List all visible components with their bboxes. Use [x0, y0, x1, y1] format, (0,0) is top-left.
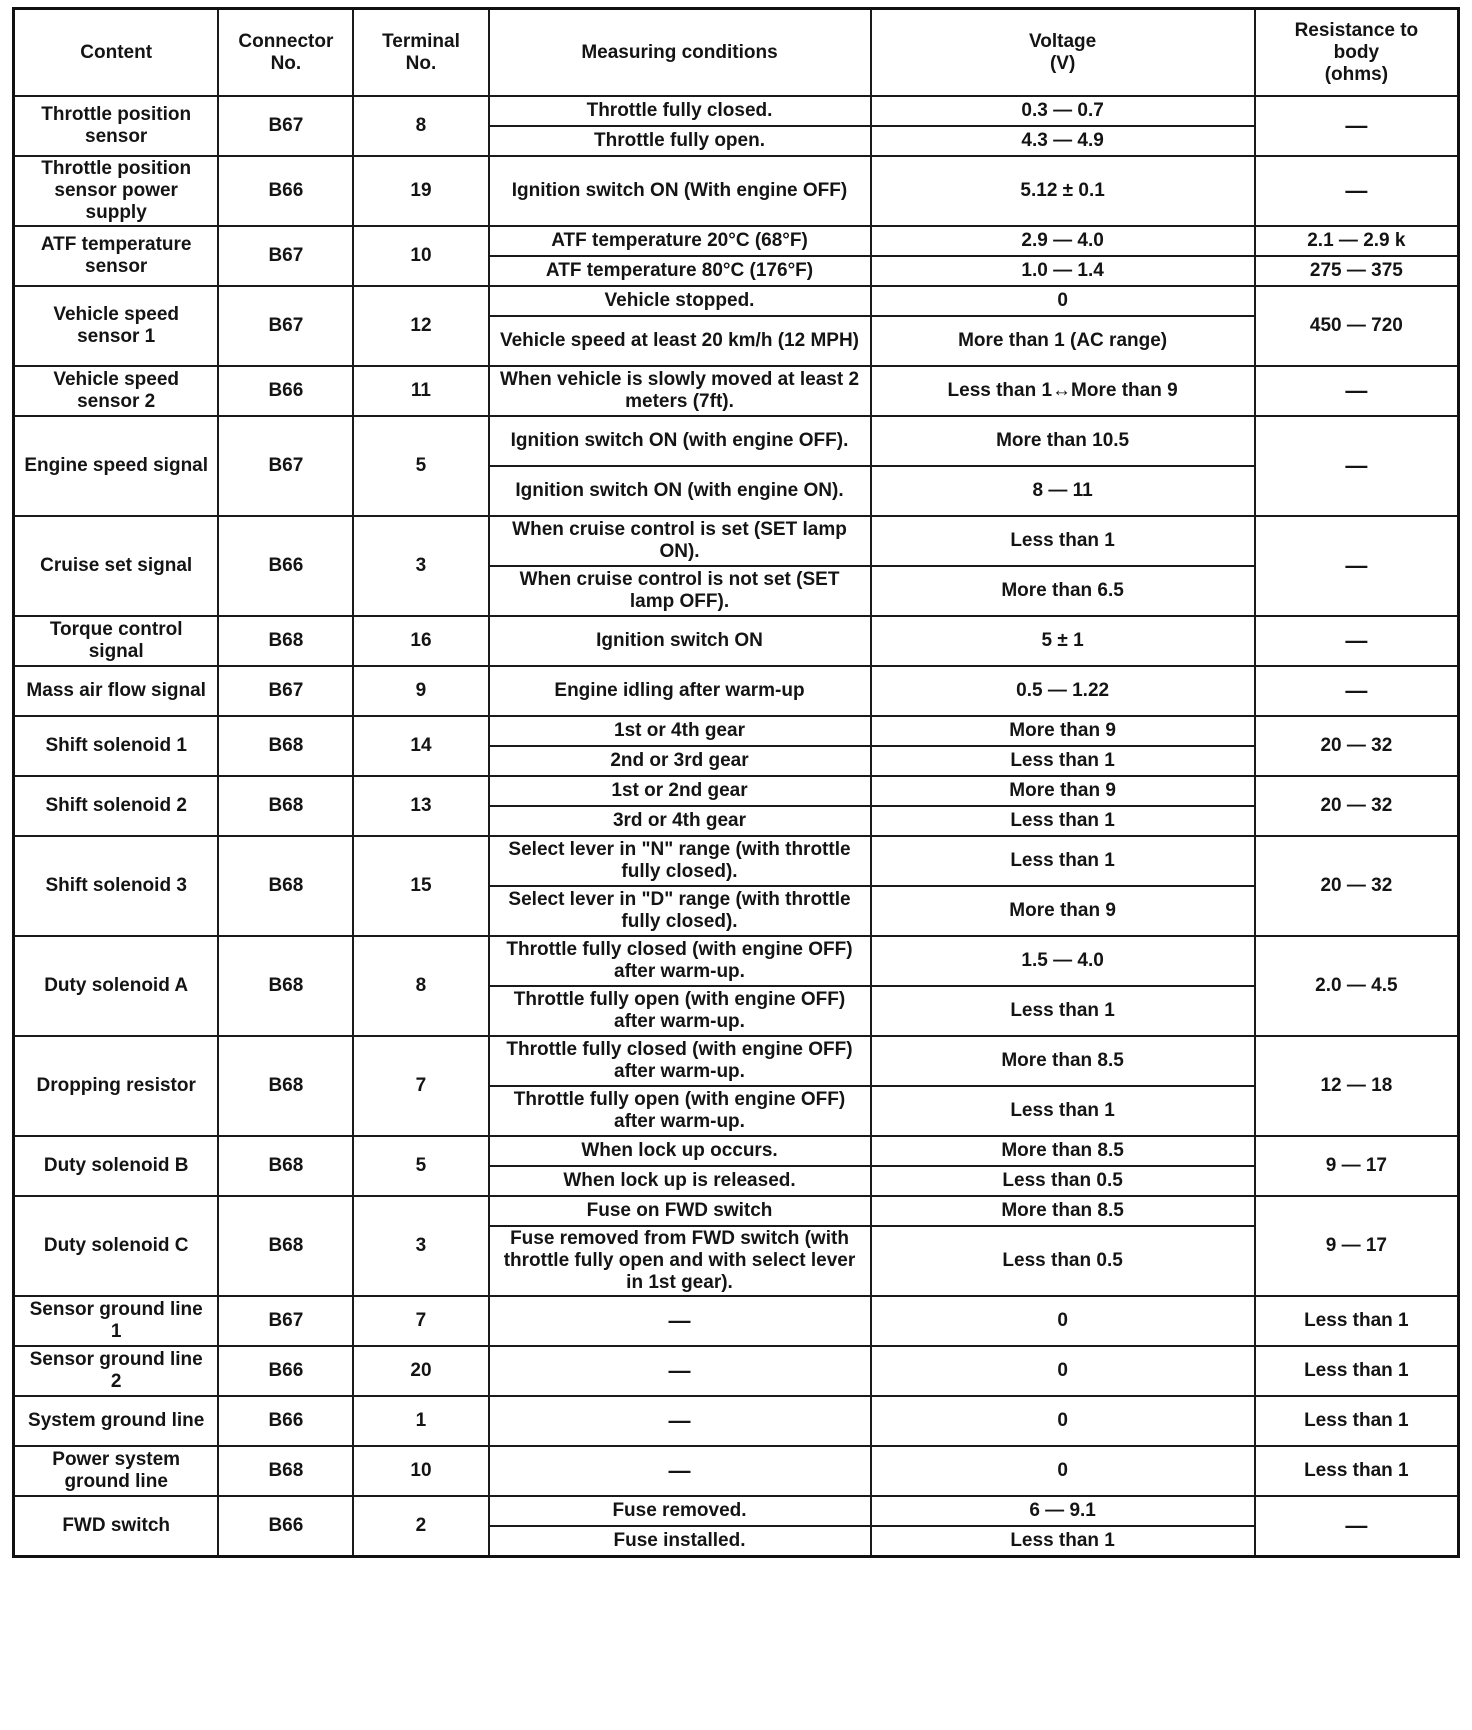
voltage-value: Less than 0.5 [871, 1166, 1255, 1196]
terminal-no: 20 [353, 1346, 488, 1396]
resistance-value: Less than 1 [1255, 1346, 1459, 1396]
resistance-value: 20 — 32 [1255, 716, 1459, 776]
connector-no: B68 [218, 1136, 353, 1196]
voltage-value: More than 6.5 [871, 566, 1255, 616]
header-conditions: Measuring conditions [489, 9, 871, 97]
terminal-no: 8 [353, 936, 488, 1036]
measuring-condition: 1st or 4th gear [489, 716, 871, 746]
voltage-value: More than 8.5 [871, 1036, 1255, 1086]
connector-no: B66 [218, 366, 353, 416]
measuring-condition: When vehicle is slowly moved at least 2 meters (7ft). [489, 366, 871, 416]
component-name: Sensor ground line 2 [14, 1346, 219, 1396]
resistance-value: 12 — 18 [1255, 1036, 1459, 1136]
table-row [14, 1196, 1459, 1226]
terminal-spec-table [12, 7, 1460, 1558]
table-row [14, 96, 1459, 126]
resistance-value: 20 — 32 [1255, 836, 1459, 936]
measuring-condition: 2nd or 3rd gear [489, 746, 871, 776]
measuring-condition: Ignition switch ON [489, 616, 871, 666]
header-resistance: Resistance to body (ohms) [1255, 9, 1459, 97]
voltage-value: Less than 0.5 [871, 1226, 1255, 1296]
table-row [14, 1036, 1459, 1086]
resistance-value: — [1255, 416, 1459, 516]
measuring-condition: ATF temperature 20°C (68°F) [489, 226, 871, 256]
voltage-value: Less than 1 [871, 1086, 1255, 1136]
table-body [14, 96, 1459, 1556]
measuring-condition: When lock up is released. [489, 1166, 871, 1196]
resistance-value: — [1255, 516, 1459, 616]
measuring-condition: Throttle fully open. [489, 126, 871, 156]
header-content: Content [14, 9, 219, 97]
connector-no: B66 [218, 1396, 353, 1446]
measuring-condition: Vehicle stopped. [489, 286, 871, 316]
measuring-condition: When lock up occurs. [489, 1136, 871, 1166]
measuring-condition: 3rd or 4th gear [489, 806, 871, 836]
table-row [14, 286, 1459, 316]
resistance-value: 2.0 — 4.5 [1255, 936, 1459, 1036]
table-row [14, 1496, 1459, 1526]
terminal-spec-table-container [12, 7, 1460, 1558]
voltage-value: More than 9 [871, 716, 1255, 746]
table-row [14, 156, 1459, 226]
terminal-no: 15 [353, 836, 488, 936]
measuring-condition: Select lever in "N" range (with throttle fully closed). [489, 836, 871, 886]
table-row [14, 936, 1459, 986]
terminal-no: 16 [353, 616, 488, 666]
resistance-value: 275 — 375 [1255, 256, 1459, 286]
voltage-value: 0 [871, 1446, 1255, 1496]
voltage-value: Less than 1 [871, 806, 1255, 836]
measuring-condition: Ignition switch ON (with engine ON). [489, 466, 871, 516]
voltage-value: 1.0 — 1.4 [871, 256, 1255, 286]
measuring-condition: Engine idling after warm-up [489, 666, 871, 716]
component-name: FWD switch [14, 1496, 219, 1556]
connector-no: B66 [218, 1346, 353, 1396]
component-name: Torque control signal [14, 616, 219, 666]
table-row [14, 616, 1459, 666]
measuring-condition: 1st or 2nd gear [489, 776, 871, 806]
component-name: System ground line [14, 1396, 219, 1446]
component-name: Mass air flow signal [14, 666, 219, 716]
table-row [14, 416, 1459, 466]
resistance-value: 20 — 32 [1255, 776, 1459, 836]
connector-no: B67 [218, 1296, 353, 1346]
voltage-value: More than 9 [871, 776, 1255, 806]
measuring-condition: Fuse on FWD switch [489, 1196, 871, 1226]
table-row [14, 1136, 1459, 1166]
connector-no: B68 [218, 936, 353, 1036]
connector-no: B67 [218, 666, 353, 716]
component-name: Power system ground line [14, 1446, 219, 1496]
voltage-value: 5 ± 1 [871, 616, 1255, 666]
measuring-condition: Throttle fully closed (with engine OFF) after warm-up. [489, 936, 871, 986]
measuring-condition: Ignition switch ON (with engine OFF). [489, 416, 871, 466]
component-name: Cruise set signal [14, 516, 219, 616]
header-voltage: Voltage (V) [871, 9, 1255, 97]
voltage-value: 0 [871, 286, 1255, 316]
terminal-no: 10 [353, 1446, 488, 1496]
voltage-value: More than 1 (AC range) [871, 316, 1255, 366]
measuring-condition: ATF temperature 80°C (176°F) [489, 256, 871, 286]
table-row [14, 366, 1459, 416]
table-row [14, 666, 1459, 716]
component-name: Dropping resistor [14, 1036, 219, 1136]
component-name: Engine speed signal [14, 416, 219, 516]
connector-no: B67 [218, 226, 353, 286]
terminal-no: 5 [353, 1136, 488, 1196]
component-name: Shift solenoid 2 [14, 776, 219, 836]
measuring-condition: Throttle fully open (with engine OFF) after warm-up. [489, 986, 871, 1036]
measuring-condition: — [489, 1396, 871, 1446]
connector-no: B68 [218, 716, 353, 776]
component-name: Shift solenoid 1 [14, 716, 219, 776]
connector-no: B68 [218, 1196, 353, 1296]
connector-no: B68 [218, 1446, 353, 1496]
voltage-value: Less than 1 [871, 986, 1255, 1036]
voltage-value: 0 [871, 1296, 1255, 1346]
resistance-value: — [1255, 366, 1459, 416]
component-name: Duty solenoid B [14, 1136, 219, 1196]
voltage-value: More than 8.5 [871, 1136, 1255, 1166]
measuring-condition: Fuse installed. [489, 1526, 871, 1556]
connector-no: B68 [218, 836, 353, 936]
voltage-value: 0.3 — 0.7 [871, 96, 1255, 126]
measuring-condition: Select lever in "D" range (with throttle fully closed). [489, 886, 871, 936]
voltage-value: 5.12 ± 0.1 [871, 156, 1255, 226]
terminal-no: 13 [353, 776, 488, 836]
component-name: Vehicle speed sensor 2 [14, 366, 219, 416]
voltage-value: 0 [871, 1396, 1255, 1446]
connector-no: B66 [218, 516, 353, 616]
table-row [14, 1296, 1459, 1346]
connector-no: B68 [218, 1036, 353, 1136]
table-row [14, 836, 1459, 886]
connector-no: B68 [218, 776, 353, 836]
measuring-condition: When cruise control is set (SET lamp ON). [489, 516, 871, 566]
connector-no: B66 [218, 1496, 353, 1556]
measuring-condition: — [489, 1346, 871, 1396]
measuring-condition: Fuse removed. [489, 1496, 871, 1526]
resistance-value: Less than 1 [1255, 1446, 1459, 1496]
terminal-no: 10 [353, 226, 488, 286]
measuring-condition: Throttle fully open (with engine OFF) after warm-up. [489, 1086, 871, 1136]
voltage-value: More than 9 [871, 886, 1255, 936]
voltage-value: Less than 1 [871, 1526, 1255, 1556]
terminal-no: 7 [353, 1036, 488, 1136]
voltage-value: Less than 1 [871, 746, 1255, 776]
table-row [14, 1446, 1459, 1496]
connector-no: B67 [218, 96, 353, 156]
resistance-value: 9 — 17 [1255, 1196, 1459, 1296]
connector-no: B67 [218, 286, 353, 366]
terminal-no: 1 [353, 1396, 488, 1446]
resistance-value: — [1255, 666, 1459, 716]
connector-no: B66 [218, 156, 353, 226]
header-terminal: Terminal No. [353, 9, 488, 97]
component-name: Throttle position sensor [14, 96, 219, 156]
header-connector: Connector No. [218, 9, 353, 97]
voltage-value: Less than 1 [871, 836, 1255, 886]
header-row [14, 9, 1459, 97]
terminal-no: 11 [353, 366, 488, 416]
measuring-condition: — [489, 1296, 871, 1346]
component-name: Throttle position sensor power supply [14, 156, 219, 226]
resistance-value: Less than 1 [1255, 1396, 1459, 1446]
component-name: Sensor ground line 1 [14, 1296, 219, 1346]
measuring-condition: Throttle fully closed. [489, 96, 871, 126]
voltage-value: 1.5 — 4.0 [871, 936, 1255, 986]
table-row [14, 776, 1459, 806]
resistance-value: — [1255, 96, 1459, 156]
component-name: Duty solenoid A [14, 936, 219, 1036]
terminal-no: 3 [353, 516, 488, 616]
component-name: Duty solenoid C [14, 1196, 219, 1296]
terminal-no: 2 [353, 1496, 488, 1556]
voltage-value: 4.3 — 4.9 [871, 126, 1255, 156]
component-name: Shift solenoid 3 [14, 836, 219, 936]
voltage-value: More than 10.5 [871, 416, 1255, 466]
measuring-condition: Ignition switch ON (With engine OFF) [489, 156, 871, 226]
table-row [14, 716, 1459, 746]
component-name: Vehicle speed sensor 1 [14, 286, 219, 366]
connector-no: B68 [218, 616, 353, 666]
resistance-value: — [1255, 156, 1459, 226]
resistance-value: Less than 1 [1255, 1296, 1459, 1346]
terminal-no: 7 [353, 1296, 488, 1346]
resistance-value: 450 — 720 [1255, 286, 1459, 366]
terminal-no: 14 [353, 716, 488, 776]
terminal-no: 12 [353, 286, 488, 366]
terminal-no: 19 [353, 156, 488, 226]
voltage-value: 8 — 11 [871, 466, 1255, 516]
terminal-no: 5 [353, 416, 488, 516]
measuring-condition: When cruise control is not set (SET lamp OFF). [489, 566, 871, 616]
table-row [14, 226, 1459, 256]
voltage-value: 0 [871, 1346, 1255, 1396]
measuring-condition: Fuse removed from FWD switch (with throttle fully open and with select lever in 1st gear). [489, 1226, 871, 1296]
voltage-value: 2.9 — 4.0 [871, 226, 1255, 256]
voltage-value: More than 8.5 [871, 1196, 1255, 1226]
terminal-no: 3 [353, 1196, 488, 1296]
resistance-value: 2.1 — 2.9 k [1255, 226, 1459, 256]
voltage-value: 0.5 — 1.22 [871, 666, 1255, 716]
measuring-condition: — [489, 1446, 871, 1496]
terminal-no: 9 [353, 666, 488, 716]
resistance-value: — [1255, 1496, 1459, 1556]
connector-no: B67 [218, 416, 353, 516]
measuring-condition: Throttle fully closed (with engine OFF) after warm-up. [489, 1036, 871, 1086]
resistance-value: 9 — 17 [1255, 1136, 1459, 1196]
voltage-value: Less than 1↔More than 9 [871, 366, 1255, 416]
table-row [14, 516, 1459, 566]
component-name: ATF temperature sensor [14, 226, 219, 286]
table-row [14, 1346, 1459, 1396]
voltage-value: Less than 1 [871, 516, 1255, 566]
voltage-value: 6 — 9.1 [871, 1496, 1255, 1526]
terminal-no: 8 [353, 96, 488, 156]
measuring-condition: Vehicle speed at least 20 km/h (12 MPH) [489, 316, 871, 366]
table-header [14, 9, 1459, 97]
table-row [14, 1396, 1459, 1446]
resistance-value: — [1255, 616, 1459, 666]
